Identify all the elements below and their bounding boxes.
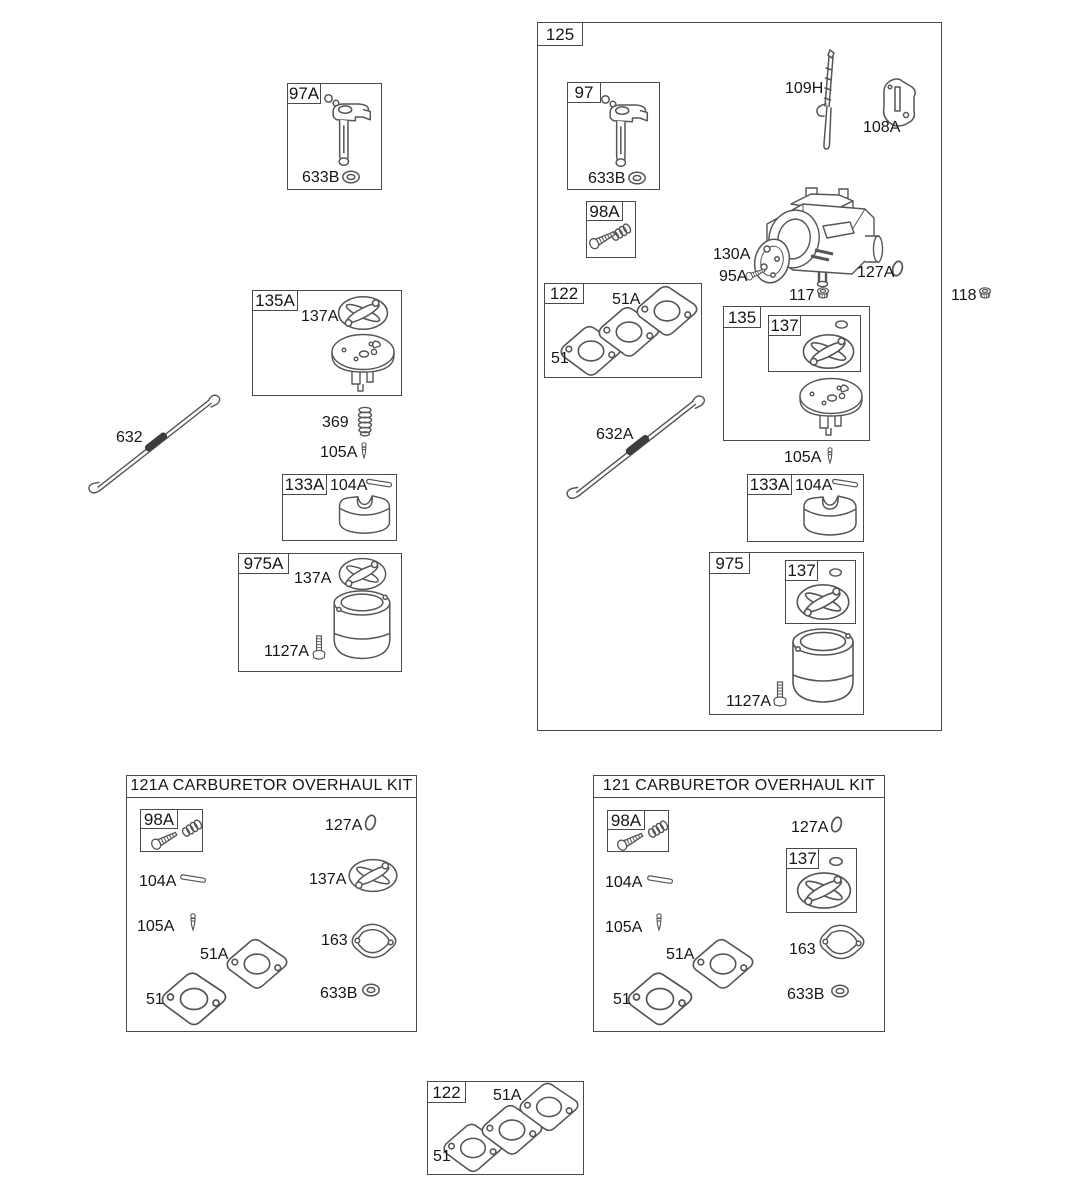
callout-137A: 137A [309,871,347,888]
callout-163: 163 [789,941,816,958]
tag-133A: 133A [282,474,327,495]
o-ring-small-icon [828,567,843,578]
float-illustration [801,491,859,541]
float-spring-illustration [793,582,853,622]
kit-121-title: 121 CARBURETOR OVERHAUL KIT [593,775,885,798]
washer-icon [341,169,361,185]
gasket-51A-illustration [224,938,290,990]
callout-51: 51 [551,350,569,367]
callout-109H: 109H [785,80,824,97]
nut-icon [977,285,993,300]
tag-975A: 975A [238,553,289,574]
float-spring-illustration [334,556,391,592]
callout-51A: 51A [612,291,641,308]
callout-104A: 104A [795,477,833,494]
needle-valve-icon [654,913,664,931]
callout-633B: 633B [320,985,358,1002]
fuel-bowl-illustration [330,589,394,665]
tag-135A: 135A [252,290,298,311]
spring-icon [181,818,205,838]
choke-rod-illustration [814,48,840,152]
tag-97: 97 [567,82,601,103]
gasket-51A-illustration [690,938,756,990]
callout-137A: 137A [294,570,332,587]
tag-133A: 133A [747,474,792,495]
tag-135: 135 [723,306,761,328]
callout-104A: 104A [330,477,368,494]
needle-valve-icon [825,447,835,464]
washer-icon [627,170,647,186]
callout-51A: 51A [493,1087,522,1104]
callout-51: 51 [433,1148,451,1165]
nut-icon [815,285,831,300]
float-illustration [336,491,393,539]
callout-127A: 127A [791,819,829,836]
gasket-163-illustration [817,924,867,961]
tag-122: 122 [544,283,584,304]
gasket-51A-illustration [634,285,700,337]
callout-105A: 105A [320,444,358,461]
callout-95A: 95A [719,268,748,285]
washer-icon [361,982,381,998]
fuel-bowl-illustration [791,627,855,709]
float-spring-illustration [799,332,858,371]
callout-369: 369 [322,414,349,431]
callout-633B: 633B [787,986,825,1003]
pin-icon [179,872,207,886]
callout-117: 117 [789,287,815,304]
float-plate-illustration [798,375,864,437]
callout-633B: 633B [302,169,340,186]
needle-valve-icon [359,442,369,459]
callout-118: 118 [951,287,977,304]
tag-137: 137 [786,848,819,869]
callout-633B: 633B [588,170,626,187]
tag-137: 137 [768,315,801,336]
spring-icon [647,819,671,839]
gasket-51A-illustration [517,1082,581,1132]
callout-130A: 130A [713,246,751,263]
link-rod-illustration [565,389,710,501]
callout-632A: 632A [596,426,634,443]
o-ring-small-icon [834,319,849,330]
throttle-shaft-illustration [322,90,374,170]
callout-104A: 104A [605,874,643,891]
gasket-51-illustration [625,972,695,1026]
link-rod-illustration [87,386,225,498]
bowl-bolt-icon [312,634,326,661]
callout-104A: 104A [139,873,177,890]
tag-97A: 97A [288,84,320,103]
pin-icon [646,873,674,887]
tag-975: 975 [709,552,750,574]
bowl-bolt-icon [773,680,787,708]
float-spring-illustration [344,857,402,894]
callout-51: 51 [613,991,631,1008]
tag-137: 137 [785,560,818,581]
callout-127A: 127A [857,264,895,281]
washer-icon [830,983,850,999]
float-spring-illustration [794,870,854,911]
callout-1127A: 1127A [264,643,310,660]
tag-98A: 98A [586,201,623,221]
callout-51A: 51A [666,946,695,963]
tag-122: 122 [427,1081,466,1103]
gasket-163-illustration [349,923,399,960]
spring-icon [356,406,374,437]
callout-108A: 108A [863,119,901,136]
callout-105A: 105A [605,919,643,936]
callout-105A: 105A [137,918,175,935]
pin-icon [831,477,859,490]
callout-51: 51 [146,991,164,1008]
pin-icon [365,477,393,490]
needle-valve-icon [188,913,198,931]
callout-1127A: 1127A [726,693,772,710]
o-ring-icon [829,815,844,834]
callout-137A: 137A [301,308,339,325]
callout-51A: 51A [200,946,229,963]
o-ring-small-icon [828,856,844,867]
callout-127A: 127A [325,817,363,834]
o-ring-icon [363,813,378,832]
float-spring-illustration [334,294,392,332]
gasket-51-illustration [159,972,229,1026]
callout-632: 632 [116,429,143,446]
tag-98A: 98A [607,810,645,830]
callout-105A: 105A [784,449,822,466]
float-plate-illustration [330,331,396,393]
kit-121A-title: 121A CARBURETOR OVERHAUL KIT [126,775,417,798]
tag-125: 125 [537,22,583,46]
callout-163: 163 [321,932,348,949]
tag-98A: 98A [140,809,178,829]
throttle-shaft-illustration [599,91,651,171]
